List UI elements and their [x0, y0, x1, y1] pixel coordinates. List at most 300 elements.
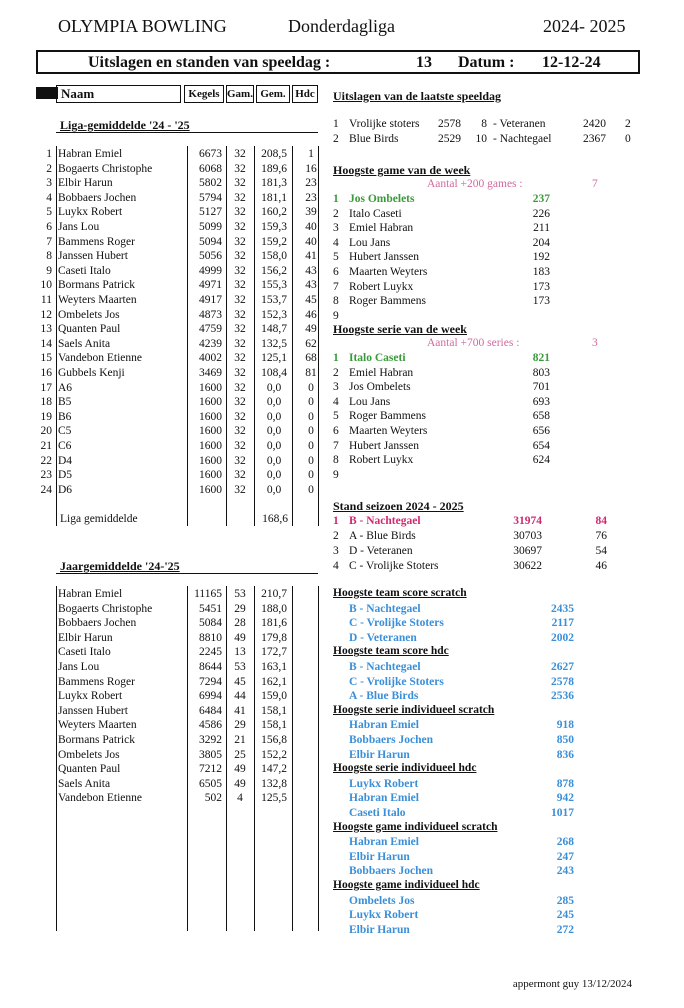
kegels-value: 5094: [199, 235, 222, 248]
score: 654: [532, 439, 550, 452]
rank: 4: [333, 560, 339, 572]
player-name: Saels Anita: [58, 777, 111, 790]
kegels-value: 1600: [199, 410, 222, 423]
player-name: Habran Emiel: [58, 148, 123, 160]
games-value: 41: [234, 704, 246, 717]
league-avg-title: Liga-gemiddelde '24 - '25: [60, 118, 190, 132]
rank: 5: [333, 251, 339, 264]
kegels-value: 4971: [199, 279, 222, 292]
average-value: 189,6: [261, 162, 287, 175]
handicap-value: 23: [305, 177, 317, 190]
average-value: 155,3: [261, 279, 287, 292]
games-value: 32: [234, 352, 246, 365]
away-points: 0: [625, 133, 631, 145]
record-row: [333, 894, 653, 909]
date-value: 12-12-24: [542, 54, 601, 71]
kegels-value: 11165: [194, 588, 222, 600]
record-row: [333, 864, 653, 879]
rank: 3: [46, 177, 52, 190]
high-game-count-label: Aantal +200 games :: [427, 178, 523, 190]
kegels-value: 1600: [199, 454, 222, 467]
away-team: - Veteranen: [493, 118, 546, 130]
score: 173: [532, 295, 550, 308]
list-item: [333, 380, 653, 395]
away-points: 2: [625, 118, 631, 130]
record-value: 918: [556, 719, 574, 732]
team-name: C - Vrolijke Stoters: [349, 560, 439, 572]
rank: 2: [333, 530, 339, 542]
handicap-value: 0: [308, 483, 314, 496]
average-value: 0,0: [266, 381, 282, 394]
record-value: 247: [556, 850, 574, 863]
list-item: [333, 207, 653, 222]
games-value: 49: [234, 763, 246, 776]
record-value: 836: [556, 748, 574, 761]
rank: 3: [333, 222, 339, 235]
games-value: 32: [234, 279, 246, 292]
record-title: Hoogste game individueel scratch: [333, 820, 498, 833]
score: 656: [532, 425, 550, 437]
rank: 9: [333, 468, 339, 481]
player-name: Ombelets Jos: [58, 748, 120, 761]
average-value: 153,7: [261, 294, 287, 306]
kegels-value: 6673: [199, 148, 222, 160]
rank: 8: [333, 454, 339, 467]
player-name: Roger Bammens: [349, 410, 426, 423]
list-item: [333, 366, 653, 381]
games-value: 32: [234, 162, 246, 175]
player-name: Janssen Hubert: [58, 704, 128, 717]
record-name: A - Blue Birds: [349, 690, 419, 703]
away-team: - Nachtegael: [493, 133, 552, 145]
player-name: C5: [58, 425, 72, 438]
record-row: [333, 602, 653, 617]
games-value: 32: [234, 483, 246, 496]
result-index: 1: [333, 118, 339, 130]
kegels-value: 6484: [199, 704, 222, 717]
record-value: 2578: [551, 675, 574, 688]
rank: 9: [333, 309, 339, 322]
average-value: 0,0: [266, 440, 282, 452]
player-name: Italo Caseti: [349, 352, 406, 364]
average-value: 125,5: [261, 792, 287, 805]
matchday-number: 13: [416, 54, 432, 71]
score: 701: [532, 381, 550, 394]
kegels-value: 6505: [199, 777, 222, 790]
kegels-value: 1600: [199, 483, 222, 496]
games-value: 49: [234, 631, 246, 644]
rank: 8: [333, 295, 339, 308]
player-name: Maarten Weyters: [349, 266, 428, 278]
games-value: 32: [234, 396, 246, 409]
average-value: 159,0: [261, 690, 287, 703]
games-value: 45: [234, 675, 246, 688]
record-value: 850: [556, 734, 574, 746]
league-total-value: 168,6: [262, 513, 288, 525]
rank: 17: [40, 381, 52, 394]
player-name: Vandebon Etienne: [58, 792, 142, 805]
record-title: Hoogste serie individueel hdc: [333, 762, 477, 775]
result-row: [333, 132, 653, 147]
games-value: 32: [234, 367, 246, 379]
home-points: 10: [475, 133, 487, 145]
player-name: Bammens Roger: [58, 675, 135, 688]
games-value: 32: [234, 250, 246, 263]
player-name: C6: [58, 440, 72, 452]
player-name: B6: [58, 410, 72, 423]
average-value: 0,0: [266, 410, 282, 423]
average-value: 125,1: [261, 352, 287, 365]
player-name: Bogaerts Christophe: [58, 162, 153, 175]
handicap-value: 40: [305, 221, 317, 233]
away-score: 2420: [583, 118, 606, 130]
record-name: Habran Emiel: [349, 792, 419, 805]
record-name: C - Vrolijke Stoters: [349, 675, 444, 688]
league-points: 54: [595, 545, 607, 557]
kegels-value: 4917: [199, 294, 222, 306]
record-name: Bobbaers Jochen: [349, 734, 434, 746]
average-value: 158,1: [261, 704, 287, 717]
player-name: D4: [58, 454, 73, 467]
high-game-count: 7: [592, 178, 598, 190]
average-value: 181,3: [261, 177, 287, 190]
player-name: Caseti Italo: [58, 264, 111, 277]
result-row: [333, 117, 653, 132]
rank: 1: [333, 193, 339, 205]
home-score: 2529: [438, 133, 461, 145]
kegels-value: 1600: [199, 469, 222, 482]
list-item: [333, 280, 653, 295]
high-game-title: Hoogste game van de week: [333, 163, 471, 177]
rank: 7: [333, 439, 339, 452]
games-value: 25: [234, 748, 246, 761]
col-name-header: Naam: [56, 85, 181, 103]
player-name: Hubert Janssen: [349, 251, 419, 264]
handicap-value: 0: [308, 381, 314, 394]
league-points: 46: [595, 560, 607, 572]
kegels-value: 4239: [199, 337, 222, 350]
average-value: 0,0: [266, 425, 282, 438]
player-name: Jans Lou: [58, 221, 100, 233]
rank: 21: [40, 440, 52, 452]
average-value: 0,0: [266, 454, 282, 467]
average-value: 152,3: [261, 308, 287, 321]
games-value: 32: [234, 235, 246, 248]
games-value: 32: [234, 148, 246, 160]
record-name: B - Nachtegael: [349, 661, 421, 673]
rank: 3: [333, 545, 339, 557]
average-value: 156,2: [261, 264, 287, 277]
player-name: Saels Anita: [58, 337, 111, 350]
home-points: 8: [481, 118, 487, 130]
player-name: Ombelets Jos: [58, 308, 120, 321]
rank: 7: [333, 280, 339, 293]
kegels-value: 4759: [199, 323, 222, 336]
rank: 22: [40, 454, 52, 467]
list-item: [333, 453, 653, 468]
record-name: Elbir Harun: [349, 748, 410, 761]
record-value: 1017: [551, 807, 574, 819]
list-item: [333, 468, 653, 483]
rank: 2: [333, 366, 339, 379]
score: 204: [532, 236, 550, 249]
kegels-value: 6068: [199, 162, 222, 175]
kegels-value: 7212: [199, 763, 222, 776]
record-row: [333, 791, 653, 806]
average-value: 0,0: [266, 469, 282, 482]
record-row: [333, 733, 653, 748]
handicap-value: 46: [305, 308, 317, 321]
score: 173: [532, 280, 550, 293]
score: 211: [533, 222, 550, 235]
average-value: 159,3: [261, 221, 287, 233]
kegels-value: 502: [204, 792, 222, 805]
standings-row: [333, 544, 653, 559]
average-value: 208,5: [261, 148, 287, 160]
player-name: A6: [58, 381, 73, 394]
average-value: 108,4: [261, 367, 287, 379]
record-name: Luykx Robert: [349, 909, 419, 922]
kegels-value: 3292: [199, 734, 222, 746]
kegels-value: 5099: [199, 221, 222, 233]
record-row: [333, 923, 653, 938]
kegels-value: 8644: [199, 661, 222, 673]
high-series-count: 3: [592, 337, 598, 349]
pins-total: 30697: [513, 545, 542, 557]
player-name: Hubert Janssen: [349, 439, 419, 452]
rank: 6: [333, 425, 339, 437]
footer-signature: appermont guy 13/12/2024: [512, 978, 632, 990]
handicap-value: 16: [305, 162, 317, 175]
standings-row: [333, 559, 653, 574]
player-name: Jans Lou: [58, 661, 100, 673]
score: 624: [532, 454, 550, 467]
col-gam-header: Gam.: [226, 85, 254, 103]
record-value: 2117: [551, 617, 574, 630]
games-value: 28: [234, 617, 246, 630]
games-value: 29: [234, 719, 246, 732]
handicap-value: 62: [305, 337, 317, 350]
list-item: [333, 294, 653, 309]
player-name: Elbir Harun: [58, 631, 113, 644]
average-value: 147,2: [261, 763, 287, 776]
record-title: Hoogste game individueel hdc: [333, 879, 480, 891]
score: 226: [532, 207, 550, 220]
games-value: 21: [234, 734, 246, 746]
record-value: 2002: [551, 631, 574, 644]
player-name: Habran Emiel: [58, 588, 123, 600]
rank: 3: [333, 381, 339, 394]
team-name: B - Nachtegael: [349, 515, 421, 527]
games-value: 32: [234, 337, 246, 350]
handicap-value: 0: [308, 469, 314, 482]
handicap-value: 23: [305, 191, 317, 204]
kegels-value: 3469: [199, 367, 222, 379]
handicap-value: 43: [305, 279, 317, 292]
team-name: D - Veteranen: [349, 545, 413, 557]
average-value: 160,2: [261, 206, 287, 219]
date-label: Datum :: [458, 54, 515, 71]
kegels-value: 4002: [199, 352, 222, 365]
handicap-value: 39: [305, 206, 317, 219]
col-kegels-header: Kegels: [184, 85, 224, 103]
list-item: [333, 192, 653, 207]
record-row: [333, 908, 653, 923]
record-title: Hoogste team score scratch: [333, 587, 467, 599]
rank: 18: [40, 396, 52, 409]
handicap-value: 49: [305, 323, 317, 336]
rank: 15: [40, 352, 52, 365]
player-name: Robert Luykx: [349, 454, 414, 467]
player-name: Quanten Paul: [58, 763, 121, 776]
rank: 4: [333, 395, 339, 408]
record-name: Elbir Harun: [349, 923, 410, 936]
record-row: [333, 850, 653, 865]
rank: 1: [46, 148, 52, 160]
player-name: Quanten Paul: [58, 323, 121, 336]
score: 658: [532, 410, 550, 423]
record-row: [333, 660, 653, 675]
score: 821: [532, 352, 550, 364]
year-avg-title: Jaargemiddelde '24-'25: [60, 559, 180, 573]
handicap-value: 0: [308, 410, 314, 423]
average-value: 132,8: [261, 777, 287, 790]
player-name: Weyters Maarten: [58, 719, 137, 732]
player-name: Weyters Maarten: [58, 294, 137, 306]
average-value: 159,2: [261, 235, 287, 248]
score: 803: [532, 366, 550, 379]
player-name: D6: [58, 483, 73, 496]
average-value: 152,2: [261, 748, 287, 761]
record-row: [333, 689, 653, 704]
average-value: 181,1: [261, 191, 287, 204]
kegels-value: 4873: [199, 308, 222, 321]
league-points: 76: [595, 530, 607, 542]
home-score: 2578: [438, 118, 461, 130]
player-name: D5: [58, 469, 73, 482]
record-value: 243: [556, 865, 574, 878]
player-name: Gubbels Kenji: [58, 367, 125, 379]
record-name: Ombelets Jos: [349, 894, 415, 907]
league-points: 84: [595, 515, 607, 527]
handicap-value: 0: [308, 425, 314, 438]
record-row: [333, 748, 653, 763]
standings-row: [333, 529, 653, 544]
record-name: Caseti Italo: [349, 807, 406, 819]
rank: 10: [40, 279, 52, 292]
home-team: Blue Birds: [349, 133, 399, 145]
rank: 9: [46, 264, 52, 277]
league-avg-rule: [56, 132, 318, 133]
average-value: 158,0: [261, 250, 287, 263]
standings-row: [333, 514, 653, 529]
col-gem-header: Gem.: [256, 85, 290, 103]
games-value: 32: [234, 191, 246, 204]
kegels-value: 1600: [199, 440, 222, 452]
player-name: Elbir Harun: [58, 177, 113, 190]
rank: 12: [40, 308, 52, 321]
list-item: [333, 236, 653, 251]
rank: 8: [46, 250, 52, 263]
result-index: 2: [333, 133, 339, 145]
average-value: 156,8: [261, 734, 287, 746]
rank: 1: [333, 515, 339, 527]
kegels-value: 8810: [199, 631, 222, 644]
list-item: [333, 424, 653, 439]
home-team: Vrolijke stoters: [349, 118, 420, 130]
list-item: [333, 351, 653, 366]
rank: 1: [333, 352, 339, 364]
games-value: 29: [234, 602, 246, 615]
score: 183: [532, 266, 550, 278]
record-name: Habran Emiel: [349, 719, 419, 732]
games-value: 4: [237, 792, 243, 805]
player-name: Bobbaers Jochen: [58, 617, 137, 630]
games-value: 49: [234, 777, 246, 790]
kegels-value: 5802: [199, 177, 222, 190]
kegels-value: 6994: [199, 690, 222, 703]
average-value: 0,0: [266, 396, 282, 409]
player-name: Vandebon Etienne: [58, 352, 142, 365]
player-name: Bogaerts Christophe: [58, 602, 153, 615]
list-item: [333, 395, 653, 410]
pins-total: 30622: [513, 560, 542, 572]
rank: 5: [46, 206, 52, 219]
player-name: Luykx Robert: [58, 206, 123, 219]
games-value: 32: [234, 410, 246, 423]
rank: 19: [40, 410, 52, 423]
matchday-banner: [36, 50, 640, 74]
player-name: Bormans Patrick: [58, 279, 135, 292]
kegels-value: 1600: [199, 396, 222, 409]
record-row: [333, 675, 653, 690]
rank: 11: [40, 294, 52, 306]
player-name: Jos Ombelets: [349, 193, 415, 205]
games-value: 53: [234, 588, 246, 600]
handicap-value: 0: [308, 454, 314, 467]
league-name: Donderdagliga: [288, 16, 395, 36]
pins-total: 31974: [513, 515, 542, 527]
rank: 13: [40, 323, 52, 336]
player-name: Bammens Roger: [58, 235, 135, 248]
handicap-value: 43: [305, 264, 317, 277]
club-name: OLYMPIA BOWLING: [58, 16, 227, 36]
games-value: 32: [234, 308, 246, 321]
record-name: Luykx Robert: [349, 777, 419, 790]
record-name: B - Nachtegael: [349, 602, 421, 615]
kegels-value: 1600: [199, 381, 222, 394]
games-value: 32: [234, 264, 246, 277]
header-black-bar: [36, 87, 58, 99]
games-value: 32: [234, 440, 246, 452]
handicap-value: 81: [305, 367, 317, 379]
kegels-value: 5127: [199, 206, 222, 219]
record-row: [333, 777, 653, 792]
average-value: 172,7: [261, 646, 287, 659]
player-name: Emiel Habran: [349, 222, 414, 235]
kegels-value: 5084: [199, 617, 222, 630]
player-name: Caseti Italo: [58, 646, 111, 659]
record-name: Bobbaers Jochen: [349, 865, 434, 878]
player-name: Bobbaers Jochen: [58, 191, 137, 204]
record-title: Hoogste team score hdc: [333, 645, 449, 658]
list-item: [333, 250, 653, 265]
record-value: 272: [556, 923, 574, 936]
list-item: [333, 221, 653, 236]
record-row: [333, 631, 653, 646]
record-value: 2536: [551, 690, 574, 703]
games-value: 32: [234, 469, 246, 482]
